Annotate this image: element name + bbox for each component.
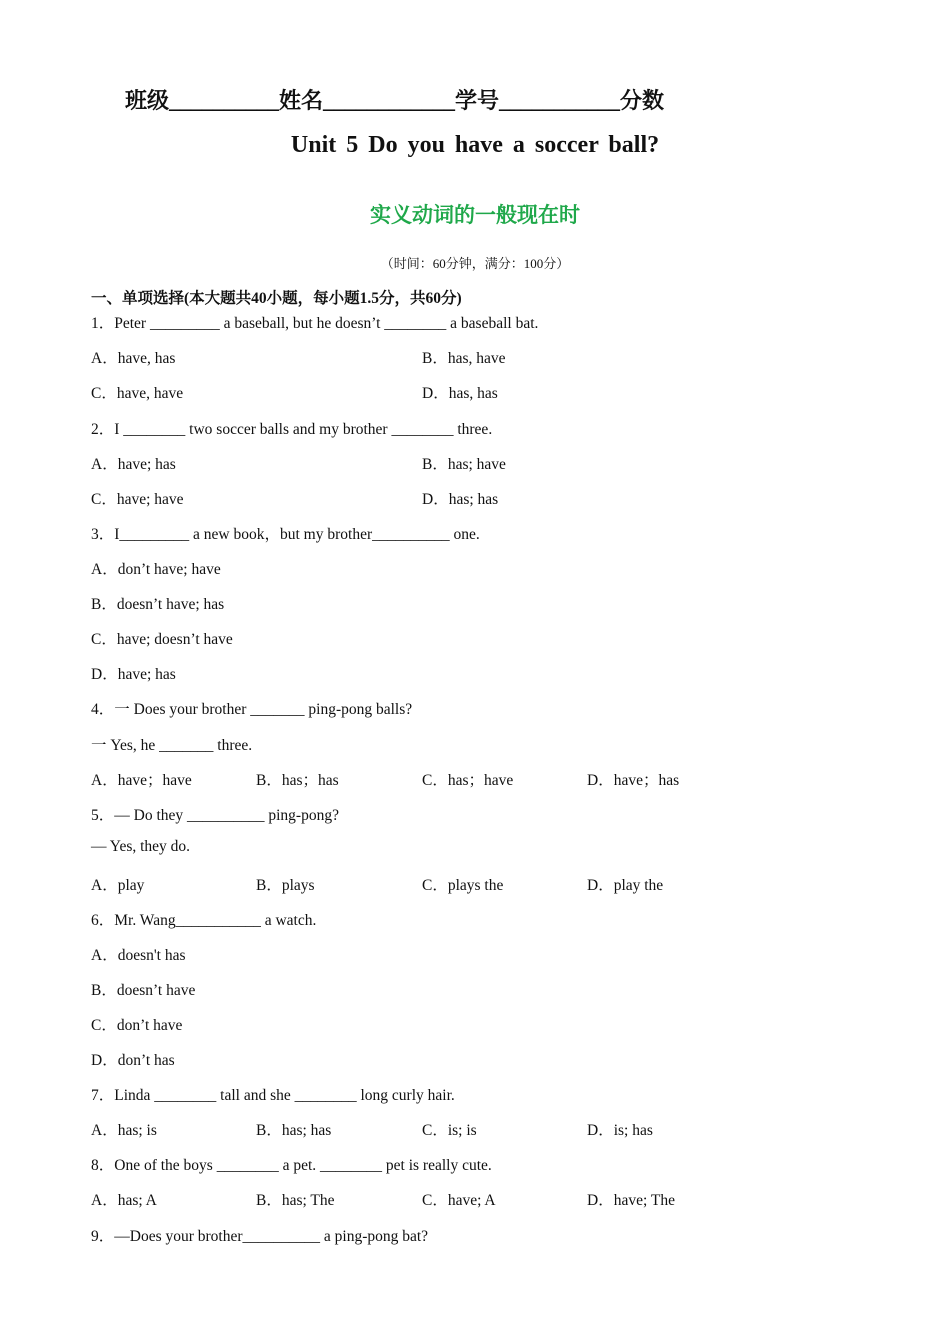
question-stem-reply: — Yes, they do. <box>91 838 191 855</box>
question-stem: 2．I ________ two soccer balls and my brother ________ three. <box>91 421 493 438</box>
option-b[interactable]: B．has；has <box>256 772 339 789</box>
question-stem: 1．Peter _________ a baseball, but he doesn’t ________ a baseball bat. <box>91 315 539 332</box>
option-d[interactable]: D．have；has <box>587 772 680 789</box>
option-a[interactable]: A．have；have <box>91 772 192 789</box>
option-c[interactable]: C．don’t have <box>91 1017 183 1034</box>
question-stem: 4．一 Does your brother _______ ping-pong balls? <box>91 701 413 718</box>
option-d[interactable]: D．have; The <box>587 1192 675 1209</box>
option-b[interactable]: B．doesn’t have <box>91 982 196 999</box>
page-title: Unit 5 Do you have a soccer ball? <box>290 132 660 158</box>
option-a[interactable]: A．have, has <box>91 350 176 367</box>
option-a[interactable]: A．doesn't has <box>91 947 186 964</box>
option-b[interactable]: B．has; has <box>256 1122 332 1139</box>
option-a[interactable]: A．don’t have; have <box>91 561 221 578</box>
option-d[interactable]: D．has; has <box>422 491 499 508</box>
option-b[interactable]: B．has, have <box>422 350 506 367</box>
option-d[interactable]: D．don’t has <box>91 1052 175 1069</box>
option-c[interactable]: C．has；have <box>422 772 514 789</box>
option-b[interactable]: B．has; The <box>256 1192 335 1209</box>
option-a[interactable]: A．has; A <box>91 1192 157 1209</box>
option-a[interactable]: A．have; has <box>91 456 176 473</box>
option-b[interactable]: B．plays <box>256 877 315 894</box>
question-stem-reply: 一 Yes, he _______ three. <box>91 737 253 754</box>
option-b[interactable]: B．has; have <box>422 456 506 473</box>
option-a[interactable]: A．play <box>91 877 145 894</box>
option-d[interactable]: D．has, has <box>422 385 498 402</box>
option-a[interactable]: A．has; is <box>91 1122 157 1139</box>
option-d[interactable]: D．is; has <box>587 1122 653 1139</box>
option-c[interactable]: C．have; have <box>91 491 184 508</box>
question-stem: 7．Linda ________ tall and she ________ long curly hair. <box>91 1087 455 1104</box>
question-stem: 6．Mr. Wang___________ a watch. <box>91 912 317 929</box>
question-stem: 5．— Do they __________ ping-pong? <box>91 807 339 824</box>
question-stem: 3．I_________ a new book，but my brother__________ one. <box>91 526 480 543</box>
question-stem: 8．One of the boys ________ a pet. ________ pet is really cute. <box>91 1157 492 1174</box>
option-d[interactable]: D．have; has <box>91 666 176 683</box>
section-heading: 一、单项选择(本大题共40小题，每小题1.5分，共60分) <box>91 290 462 307</box>
option-c[interactable]: C．plays the <box>422 877 504 894</box>
question-stem: 9．—Does your brother__________ a ping-pong bat? <box>91 1228 429 1245</box>
option-c[interactable]: C．have; A <box>422 1192 496 1209</box>
student-info-header: 班级__________姓名____________学号___________分数 <box>125 88 665 113</box>
option-c[interactable]: C．is; is <box>422 1122 477 1139</box>
option-d[interactable]: D．play the <box>587 877 664 894</box>
option-b[interactable]: B．doesn’t have; has <box>91 596 225 613</box>
topic-subtitle: 实义动词的一般现在时 <box>370 203 580 227</box>
time-info: （时间：60分钟，满分：100分） <box>380 256 570 271</box>
option-c[interactable]: C．have; doesn’t have <box>91 631 233 648</box>
option-c[interactable]: C．have, have <box>91 385 184 402</box>
